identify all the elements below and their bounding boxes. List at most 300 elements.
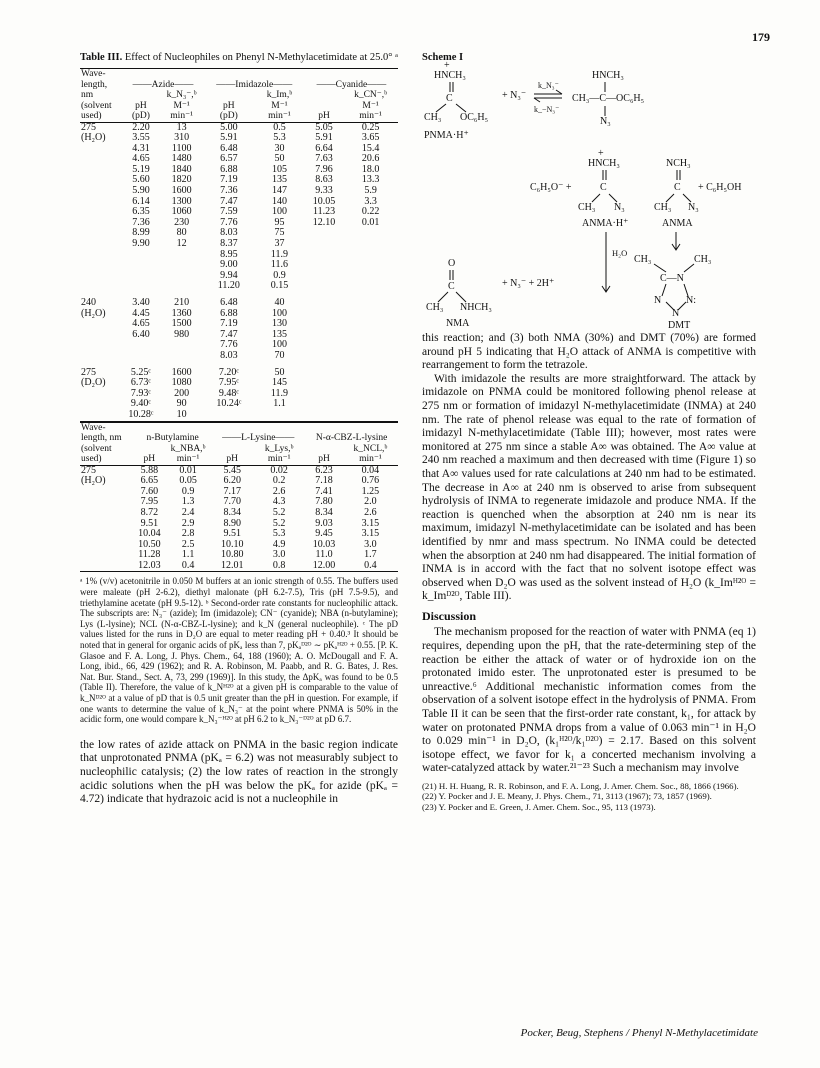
- table-cell: 4.65: [132, 318, 150, 330]
- left-column: [80, 52, 398, 807]
- table-cell: 7.47: [220, 328, 238, 340]
- table-row: [80, 228, 398, 239]
- table-nucleophiles-bottom: [80, 422, 398, 573]
- table-cell: [305, 250, 343, 261]
- table-cell: [343, 351, 398, 362]
- table-cell: 9.48ᶜ: [218, 387, 239, 399]
- table-cell: 5.91: [315, 132, 333, 144]
- scheme-phenol: + C₆H₅OH: [698, 182, 742, 193]
- table-cell: 0.01: [179, 464, 197, 476]
- table-cell: 1480: [171, 153, 192, 165]
- discussion-heading: Discussion: [422, 608, 477, 623]
- table-header-unit: min⁻¹: [359, 454, 382, 465]
- table-cell: [343, 319, 398, 330]
- right-body-text: [422, 332, 756, 776]
- table-cell: 13.3: [361, 174, 380, 186]
- scheme-oc6h5-1: OC₆H₅: [460, 112, 489, 123]
- table-cell: 4.45: [132, 307, 150, 319]
- table-cell: [305, 281, 343, 292]
- table-cell: [343, 362, 398, 379]
- table-cell-wavelength: [80, 228, 122, 239]
- scheme-plus-charge-2: +: [598, 148, 604, 159]
- scheme-n3-2: N₃: [614, 202, 625, 213]
- table-header-blank: [305, 90, 343, 101]
- table-header-group: ——Cyanide——: [316, 79, 387, 90]
- table-cell: 9.51: [140, 517, 159, 529]
- table-header-blank: [134, 422, 212, 433]
- table-header-wavelength: length,: [81, 79, 108, 90]
- table-cell: 7.70: [223, 496, 241, 508]
- table-cell: 7.59: [220, 206, 238, 218]
- table-cell-wavelength: [80, 561, 134, 572]
- table-cell: 7.36: [132, 216, 150, 228]
- table-header-group: ——L-Lysine——: [222, 433, 295, 444]
- table-cell: 7.63: [315, 153, 333, 165]
- table-cell: 3.3: [364, 195, 377, 207]
- table-cell: 11.9: [270, 248, 289, 260]
- table-cell: 10.03: [312, 538, 336, 550]
- table-cell-wavelength: [80, 165, 122, 176]
- table-cell: 37: [274, 238, 285, 250]
- table-cell: 7.41: [315, 485, 333, 497]
- table-cell-wavelength: [80, 487, 134, 498]
- table-title: Effect of Nucleophiles on Phenyl N-Methylacetimidate at 25.0° ᵃ: [124, 52, 398, 63]
- table-cell: [305, 399, 343, 410]
- table-header-unit: M⁻¹: [362, 100, 379, 111]
- table-cell: 5.60: [132, 174, 150, 186]
- table-cell: [343, 378, 398, 389]
- scheme-tetrazole-c: C—N: [660, 273, 684, 284]
- table-cell-wavelength: [80, 186, 122, 197]
- table-cell: 10.80: [220, 549, 244, 561]
- table-cell: 0.5: [273, 121, 286, 133]
- table-header-wavelength: Wave-: [81, 69, 106, 79]
- table-cell: [343, 389, 398, 400]
- table-row: [80, 309, 398, 320]
- table-cell: 7.95ᶜ: [218, 377, 239, 389]
- table-cell-wavelength: [80, 410, 122, 421]
- scheme-ch3-1: CH₃: [424, 112, 442, 123]
- table-cell-wavelength: [80, 319, 122, 330]
- table-cell: 5.91: [220, 132, 238, 144]
- table-header-wavelength: used): [81, 454, 102, 465]
- table-cell: 1300: [171, 195, 192, 207]
- table-cell: 210: [174, 297, 190, 308]
- table-cell: 75: [274, 227, 285, 239]
- table-cell: 1840: [171, 163, 192, 175]
- table-cell: 2.4: [181, 506, 195, 518]
- table-cell: 6.35: [132, 206, 150, 218]
- table-cell: 11.23: [312, 206, 336, 218]
- table-header-blank: [211, 444, 253, 455]
- table-cell: 3.65: [361, 132, 380, 144]
- table-cell: 5.3: [272, 528, 286, 540]
- table-cell: 3.55: [132, 132, 150, 144]
- table-cell: 135: [271, 174, 287, 186]
- table-row: [80, 281, 398, 292]
- table-cell: [160, 351, 204, 362]
- table-header-row: [80, 454, 398, 465]
- table-header-group: ——Imidazole——: [216, 79, 293, 90]
- scheme-c-2: C: [600, 182, 607, 193]
- table-cell: 12.00: [312, 559, 336, 571]
- table-cell: 7.19: [220, 318, 238, 330]
- scheme-tetrazole-n3: N: [672, 308, 680, 319]
- table-cell: 11.0: [315, 549, 333, 561]
- table-cell-wavelength: [80, 250, 122, 261]
- table-header-row: [80, 433, 398, 444]
- table-cell-wavelength: (H₂O): [81, 307, 106, 319]
- table-cell: 2.8: [181, 528, 195, 540]
- table-cell: 15.4: [361, 142, 380, 154]
- table-cell: 5.2: [272, 506, 286, 518]
- page-number: 179: [752, 30, 770, 44]
- table-header-group: N-α-CBZ-L-lysine: [315, 433, 388, 444]
- table-header-unit: min⁻¹: [170, 111, 193, 121]
- table-cell: 6.57: [220, 153, 238, 165]
- table-cell: 10.04: [138, 528, 161, 540]
- table-cell: [305, 378, 343, 389]
- table-cell: 0.15: [270, 280, 289, 292]
- table-cell: 7.18: [315, 475, 333, 487]
- table-cell-wavelength: [80, 540, 134, 551]
- table-cell: [305, 271, 343, 282]
- table-cell: 7.60: [140, 485, 159, 497]
- reference-item: (22) Y. Pocker and J. E. Meany, J. Phys. Chem., 71, 3113 (1967); 73, 1857 (1969).: [422, 791, 712, 802]
- table-cell: 7.36: [220, 185, 238, 197]
- table-cell: 6.48: [220, 297, 238, 308]
- table-cell: 7.93ᶜ: [130, 387, 151, 399]
- table-cell: 1820: [171, 174, 192, 186]
- scheme-c-4: C: [448, 281, 455, 292]
- table-cell: 8.99: [132, 227, 150, 239]
- scheme-plus-charge: +: [444, 60, 450, 71]
- table-row: [80, 378, 398, 389]
- table-header-row: [80, 444, 398, 455]
- table-cell: 70: [274, 349, 285, 361]
- table-cell: 1600: [171, 366, 192, 378]
- table-cell: 9.00: [220, 259, 238, 271]
- table-cell: 12.03: [138, 559, 161, 571]
- reference-item: (23) Y. Pocker and E. Green, J. Amer. Chem. Soc., 95, 113 (1973).: [422, 801, 656, 812]
- table-cell: 20.6: [361, 153, 380, 165]
- table-row: [80, 165, 398, 176]
- table-cell-wavelength: [80, 340, 122, 351]
- table-cell-wavelength: 240: [81, 297, 96, 308]
- table-header-ph: pH: [226, 454, 239, 465]
- scheme-c-3: C: [674, 182, 681, 193]
- table-cell: 7.19: [220, 174, 238, 186]
- table-footnote: ᵃ 1% (v/v) acetonitrile in 0.050 M buffers at an ionic strength of 0.55. The buffers used were maleate (pH 2-6.2), diethyl malonate (pH 6.2-7.5), Tris (pH 7.5-9.5), and triethylamine acetate (pH 9.5-12). ᵇ Second-order rate constants for nucleophilic attack. The subscripts are: N₃⁻ (azide); Im (imidazole); CN⁻ (cyanide); NBA (n-butylamine); Lys (L-lysine); NCL (N-α-CBZ-L-lysine); and k_N (general nucleophile). ᶜ The pD values listed for the runs in D₂O are equal to meter reading pH + 0.40.³ It should be noted that in general for organic acids of pKₐ less than 7, pKₐᴰ²ᴼ ∼ pKₐᴴ²ᴼ + 0.55. [P. K. Glasoe and F. A. Long, J. Phys. Chem., 64, 188 (1960); A. O. McDougall and F. A. Long, ibid., 66, 429 (1962); and R. A. Robinson, M. Paabb, and R. G. Bates, J. Res. Nat. Bur. Stand., Sect. A, 73, 299 (1969)]. In this study, the ΔpKₐ was found to be 0.5 (Table II). Therefore, the value of k_Nᴴ²ᴼ at a given pH is comparable to the value of k_Nᴰ²ᴼ at a value of pD that is 0.5 unit greater than the pH in question. For example, if one wants to determine the value of k_N₃⁻ at the point where PNMA is 50% in the acidic form, one would compare k_N₃⁻ᴴ²ᴼ at pH 6.2 to k_N₃⁻ᴰ²ᴼ at pD 6.7.: [80, 576, 398, 725]
- table-header-ph: [305, 101, 343, 112]
- table-cell: 200: [174, 387, 190, 399]
- table-cell: 95: [274, 216, 285, 228]
- table-header-blank: [305, 444, 343, 455]
- table-cell: 0.05: [179, 475, 197, 487]
- table-cell: 40: [274, 297, 285, 308]
- table-row: [80, 508, 398, 519]
- table-header-row: [80, 80, 398, 91]
- table-cell: 13: [176, 121, 187, 133]
- left-paragraph: the low rates of azide attack on PNMA in the basic region indicate that unprotonated PNMA (pKₐ = 6.2) was not measurably subject to nucleophilic catalysis; (2) the low rates of reaction in the strongly acidic solutions when the pH was below the pKₐ for azide (pKₐ = 4.72) indicate that hydrazoic acid is not a nucleophile in: [80, 738, 398, 806]
- table-cell: 0.4: [364, 559, 377, 571]
- table-header-wavelength: used): [81, 111, 102, 121]
- table-cell: 5.19: [132, 163, 150, 175]
- table-cell: [122, 351, 159, 362]
- table-cell: [122, 260, 159, 271]
- table-header-ph: pH: [318, 454, 330, 465]
- table-cell: 12: [176, 238, 187, 250]
- running-footer: Pocker, Beug, Stephens / Phenyl N-Methylacetimidate: [520, 1027, 758, 1039]
- table-cell: [343, 330, 398, 341]
- table-cell: [343, 239, 398, 250]
- table-cell: 0.76: [361, 475, 380, 487]
- scheme-hnch3-2: HNCH₃: [592, 70, 624, 81]
- table-cell: 50: [274, 366, 285, 378]
- table-cell: [305, 319, 343, 330]
- table-cell: 8.37: [220, 238, 238, 250]
- table-cell: [160, 281, 204, 292]
- table-cell: 5.9: [364, 185, 377, 197]
- table-cell: 130: [271, 318, 287, 330]
- table-cell: 10.50: [138, 538, 161, 550]
- table-header-ph: pH: [223, 100, 235, 111]
- table-cell: 80: [176, 227, 187, 239]
- table-cell-wavelength: [80, 218, 122, 229]
- table-cell: [305, 239, 343, 250]
- scheme-c-1: C: [446, 93, 453, 104]
- table-cell: 7.17: [223, 485, 241, 497]
- table-cell: 8.34: [315, 506, 333, 518]
- table-row: [80, 154, 398, 165]
- table-header-wavelength: (solvent: [81, 100, 112, 111]
- left-body-text: [80, 739, 398, 807]
- right-paragraph-1: this reaction; and (3) both NMA (30%) and DMT (70%) are formed around pH 5 indicating that H₂O attack of ANMA is competitive with rearrangement to form the tetrazole.: [422, 332, 756, 372]
- table-row: [80, 340, 398, 351]
- table-cell: 100: [271, 206, 287, 218]
- table-nucleophiles-top: [80, 68, 398, 422]
- table-header-blank: [305, 69, 398, 80]
- scheme-hnch3-1: HNCH₃: [434, 70, 466, 81]
- table-header-ph: pH: [143, 454, 156, 465]
- table-cell: 135: [271, 328, 287, 340]
- table-cell: [305, 330, 343, 341]
- table-caption: [80, 52, 398, 64]
- table-header-unit: M⁻¹: [173, 100, 190, 111]
- table-row: [80, 144, 398, 155]
- table-cell-wavelength: [80, 389, 122, 400]
- scheme-h2o: H₂O: [612, 248, 628, 258]
- table-cell: 3.15: [361, 517, 380, 529]
- table-cell: 9.90: [132, 238, 150, 250]
- table-cell: 1.3: [181, 496, 195, 508]
- table-cell-wavelength: 275: [81, 366, 96, 378]
- table-cell: [305, 389, 343, 400]
- table-cell: 147: [271, 185, 287, 197]
- table-cell: 0.4: [181, 559, 195, 571]
- scheme-products: + N₃⁻ + 2H⁺: [502, 278, 555, 289]
- table-cell: 6.48: [220, 142, 238, 154]
- table-cell: 0.9: [181, 485, 195, 497]
- table-row: [80, 239, 398, 250]
- table-cell: 8.90: [223, 517, 241, 529]
- table-cell: 9.33: [315, 185, 333, 197]
- scheme-tetrazole-n2: N:: [686, 295, 696, 306]
- table-header-ph: pH: [318, 111, 330, 121]
- table-cell-wavelength: 275: [81, 121, 96, 133]
- table-cell: 8.72: [140, 506, 159, 518]
- table-cell-wavelength: [80, 529, 134, 540]
- table-header-unit: min⁻¹: [176, 454, 200, 465]
- table-cell: [305, 410, 343, 421]
- table-cell-wavelength: [80, 497, 134, 508]
- table-cell: 7.76: [220, 339, 238, 351]
- table-cell: 2.6: [364, 506, 377, 518]
- scheme-diagram: [422, 52, 756, 332]
- table-cell-wavelength: [80, 351, 122, 362]
- table-cell: 980: [174, 328, 190, 340]
- table-header-group: n-Butylamine: [146, 433, 199, 444]
- table-cell: 100: [271, 307, 287, 319]
- table-row: [80, 362, 398, 379]
- scheme-nma-label: NMA: [446, 318, 470, 329]
- table-cell: [305, 292, 343, 309]
- table-cell: [160, 340, 204, 351]
- table-cell: 1.25: [361, 485, 380, 497]
- table-cell: 5.05: [315, 121, 333, 133]
- table-cell: 7.95: [140, 496, 159, 508]
- table-cell: 1600: [171, 185, 192, 197]
- table-cell: 1.7: [364, 549, 377, 561]
- table-cell: [343, 271, 398, 282]
- table-header-blank: [211, 422, 305, 433]
- table-header-row: [80, 69, 398, 80]
- table-cell: [343, 410, 398, 421]
- table-cell: [343, 281, 398, 292]
- table-row: [80, 218, 398, 229]
- table-cell-wavelength: 275: [81, 464, 96, 476]
- table-cell: 0.01: [361, 216, 380, 228]
- table-header-ph: (pD): [219, 111, 238, 121]
- references: [422, 781, 756, 812]
- table-cell-wavelength: [80, 330, 122, 341]
- table-label: Table III.: [80, 52, 123, 63]
- table-row: [80, 197, 398, 208]
- table-cell: 90: [176, 398, 187, 410]
- table-cell-wavelength: [80, 197, 122, 208]
- table-header-row: [80, 422, 398, 433]
- right-column: [422, 52, 756, 812]
- table-cell: 10.24ᶜ: [216, 398, 242, 410]
- table-cell: 1.1: [181, 549, 195, 561]
- table-header-group: ——Azide——: [132, 79, 194, 90]
- table-header-wavelength: Wave-: [81, 422, 106, 433]
- table-cell: 8.34: [223, 506, 241, 518]
- table-cell: 105: [271, 163, 287, 175]
- table-cell: 0.22: [361, 206, 380, 218]
- table-cell: 7.76: [220, 216, 238, 228]
- scheme-tetrahedral: CH₃—C—OC₆H₅: [572, 93, 645, 104]
- table-header-blank: [305, 422, 398, 433]
- table-cell-wavelength: [80, 239, 122, 250]
- table-cell: 0.2: [272, 475, 286, 487]
- scheme-ch3-2: CH₃: [578, 202, 596, 213]
- table-cell: 12.01: [220, 559, 244, 571]
- table-cell: 6.73ᶜ: [130, 377, 151, 389]
- table-cell: 2.6: [272, 485, 286, 497]
- table-header-row: [80, 101, 398, 112]
- table-cell: 10.10: [220, 538, 244, 550]
- table-cell: 140: [271, 195, 287, 207]
- table-row: [80, 122, 398, 133]
- table-header-unit: min⁻¹: [359, 111, 382, 121]
- scheme-n3-1: N₃: [600, 116, 611, 127]
- scheme-anma-h-label: ANMA·H⁺: [582, 218, 629, 229]
- table-row: [80, 351, 398, 362]
- table-cell: 10: [176, 408, 187, 420]
- table-cell: 7.96: [315, 163, 333, 175]
- table-cell: 30: [274, 142, 285, 154]
- table-cell: [160, 260, 204, 271]
- table-cell: 1080: [171, 377, 192, 389]
- table-header-wavelength: length, nm: [81, 433, 122, 444]
- table-cell-wavelength: [80, 144, 122, 155]
- table-cell: 0.04: [361, 464, 380, 476]
- table-cell: 10.05: [312, 195, 336, 207]
- table-cell-wavelength: [80, 508, 134, 519]
- table-cell: 10.28ᶜ: [128, 408, 154, 420]
- table-cell: 3.15: [361, 528, 380, 540]
- table-cell: 7.47: [220, 195, 238, 207]
- table-cell: [305, 362, 343, 379]
- right-paragraph-3: The mechanism proposed for the reaction of water with PNMA (eq 1) requires, depending upon the pH, that the rate-determining step of the reaction be either the attack of water or of hydroxide ion on the protonated imido ester. The unprotonated ester is presumed to be unreactive.⁶ Additional mechanistic information comes from the observation of a solvent isotope effect in the hydrolysis of PNMA. From Table II it can be seen that the first-order rate constant, k₁, for attack by water on protonated PNMA drops from a value of 0.063 min⁻¹ in H₂O to 0.029 min⁻¹ in D₂O, (k₁ᴴ²ᴼ/k₁ᴰ²ᴼ) = 2.17. Based on this solvent isotope effect, we favor for k₁ a concerted mechanism involving a water-catalyzed attack by water.²¹⁻²³ Such a mechanism may involve: [422, 626, 756, 775]
- table-cell-wavelength: (H₂O): [81, 475, 106, 487]
- table-cell-wavelength: [80, 519, 134, 530]
- table-cell: [305, 260, 343, 271]
- table-cell: 5.90: [132, 185, 150, 197]
- table-header-rate: k_Im,ᵇ: [266, 90, 293, 100]
- table-cell: 6.65: [140, 475, 159, 487]
- table-cell: [305, 340, 343, 351]
- scheme-ch3-3: CH₃: [654, 202, 672, 213]
- table-cell: [204, 410, 254, 421]
- table-cell: [305, 351, 343, 362]
- table-cell: 11.28: [138, 549, 161, 561]
- table-cell: 8.63: [315, 174, 333, 186]
- table-header-blank: [204, 90, 254, 101]
- table-cell: 0.02: [270, 464, 288, 476]
- scheme-hnch3-3: HNCH₃: [588, 158, 620, 169]
- table-cell: 6.14: [132, 195, 150, 207]
- table-cell: [343, 228, 398, 239]
- table-cell: 0.25: [361, 121, 380, 133]
- table-row: [80, 250, 398, 261]
- table-cell: 6.64: [315, 142, 333, 154]
- table-cell-wavelength: [80, 399, 122, 410]
- table-cell: 4.3: [272, 496, 286, 508]
- table-cell-wavelength: [80, 154, 122, 165]
- table-cell: 1100: [171, 142, 192, 154]
- table-cell: 12.10: [312, 216, 336, 228]
- table-cell: 2.9: [181, 517, 195, 529]
- table-cell: 4.65: [132, 153, 150, 165]
- table-cell-wavelength: (H₂O): [81, 132, 106, 144]
- table-cell: 3.40: [132, 297, 150, 308]
- table-cell: 8.03: [220, 227, 238, 239]
- table-cell: 4.31: [132, 142, 150, 154]
- table-header-wavelength: nm: [81, 90, 94, 100]
- table-cell: 7.20ᶜ: [218, 366, 239, 378]
